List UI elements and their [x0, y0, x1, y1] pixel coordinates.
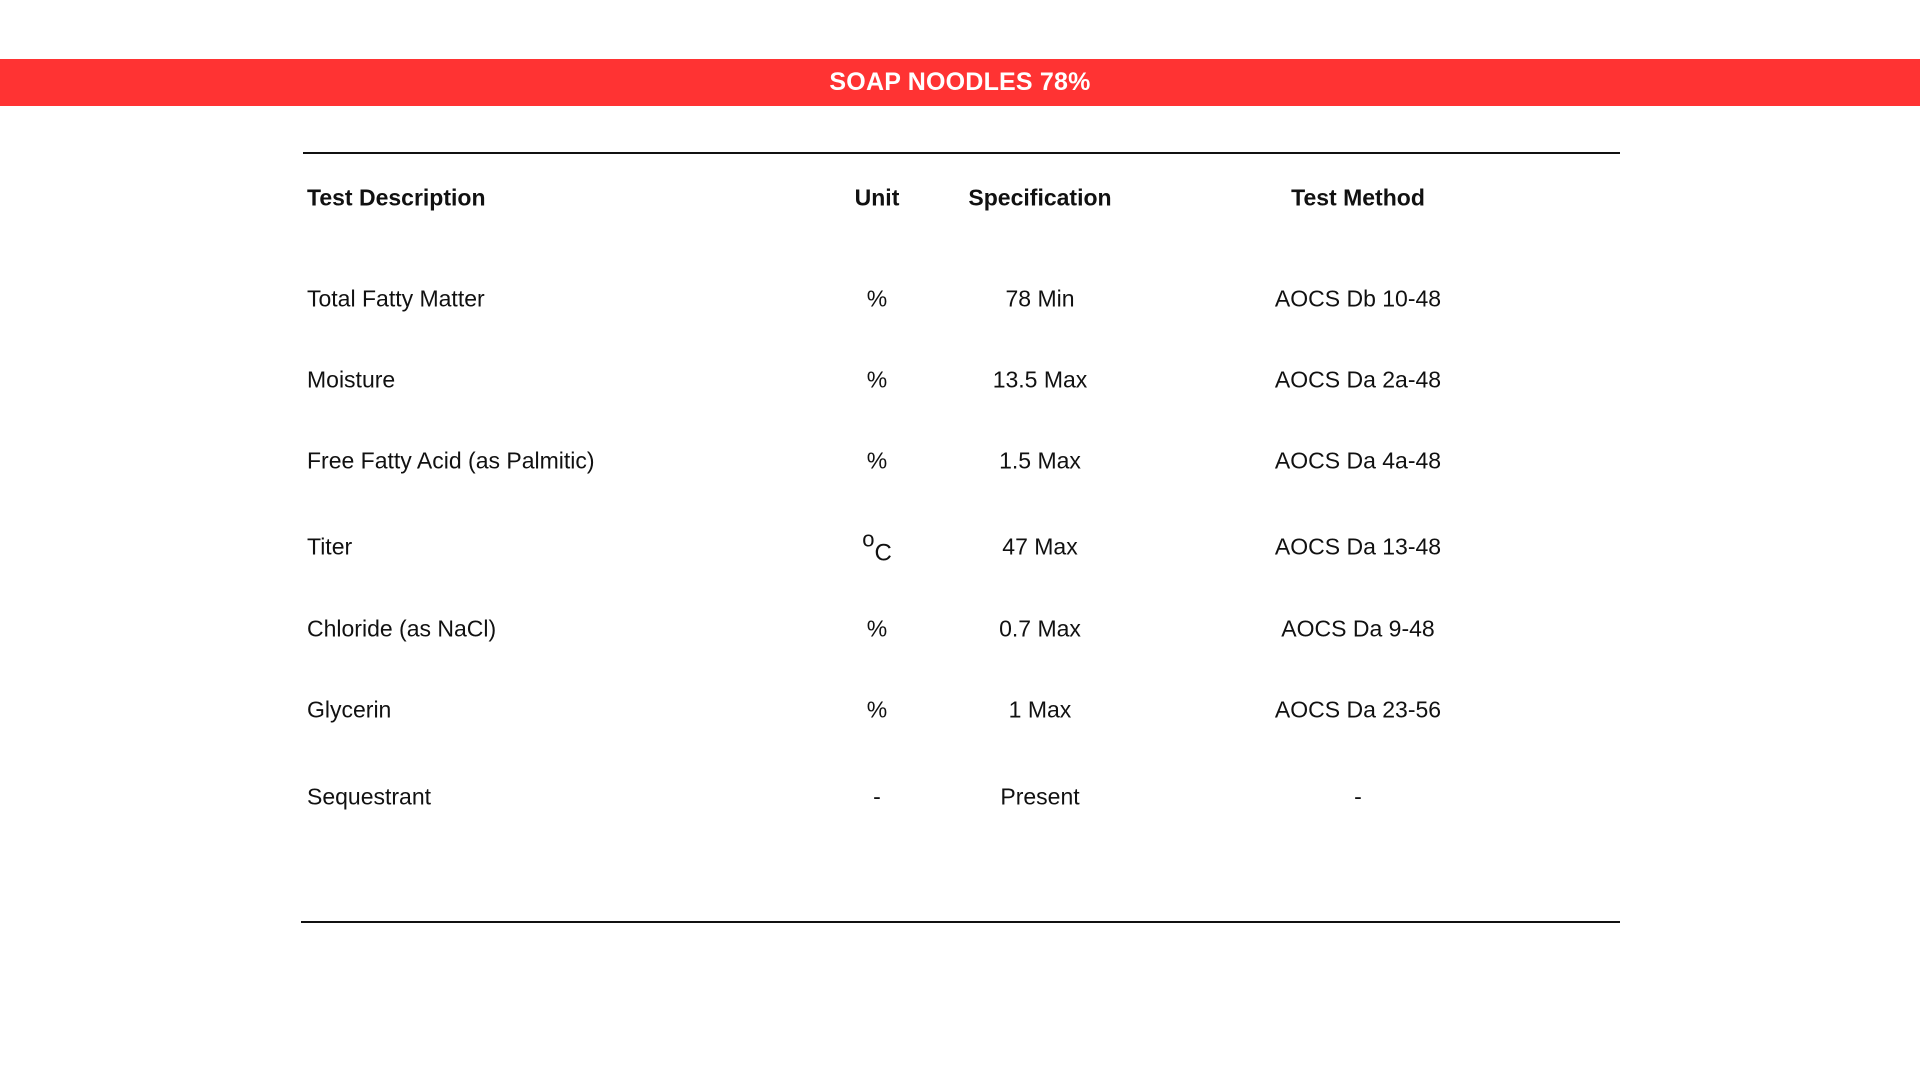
cell-unit: % — [866, 615, 888, 642]
cell-test-method: AOCS Da 23-56 — [1274, 696, 1442, 723]
cell-test-method: AOCS Da 9-48 — [1281, 615, 1435, 642]
cell-test-description: Moisture — [307, 366, 396, 393]
cell-unit: % — [866, 366, 888, 393]
cell-specification: 1.5 Max — [999, 447, 1081, 474]
table-bottom-rule — [301, 921, 1620, 923]
cell-specification: 0.7 Max — [999, 615, 1081, 642]
degree-celsius-unit — [862, 527, 892, 568]
cell-specification: Present — [1000, 783, 1080, 810]
header-test-description: Test Description — [307, 184, 486, 211]
cell-test-method: AOCS Da 4a-48 — [1274, 447, 1442, 474]
header-test-method: Test Method — [1291, 184, 1425, 211]
cell-unit: % — [866, 696, 888, 723]
cell-specification: 47 Max — [1002, 533, 1078, 560]
cell-test-method: AOCS Da 2a-48 — [1274, 366, 1442, 393]
cell-unit: % — [866, 285, 888, 312]
cell-test-method: AOCS Da 13-48 — [1274, 533, 1442, 560]
cell-specification: 13.5 Max — [992, 366, 1088, 393]
cell-test-description: Glycerin — [307, 696, 392, 723]
cell-test-description: Free Fatty Acid (as Palmitic) — [307, 447, 595, 474]
cell-specification: 78 Min — [1005, 285, 1075, 312]
cell-test-description: Titer — [307, 533, 353, 560]
cell-test-description: Chloride (as NaCl) — [307, 615, 497, 642]
title-banner — [0, 59, 1920, 106]
cell-unit: % — [866, 447, 888, 474]
degree-symbol: o — [862, 526, 875, 552]
cell-test-description: Total Fatty Matter — [307, 285, 485, 312]
page-title: SOAP NOODLES 78% — [829, 68, 1091, 96]
cell-unit — [862, 527, 892, 568]
cell-test-method: - — [1354, 783, 1362, 810]
header-specification: Specification — [968, 184, 1112, 211]
cell-specification: 1 Max — [1008, 696, 1072, 723]
cell-unit: - — [873, 783, 881, 810]
celsius-letter: C — [874, 539, 892, 567]
table-top-rule — [303, 152, 1620, 154]
cell-test-method: AOCS Db 10-48 — [1274, 285, 1442, 312]
header-unit: Unit — [854, 184, 900, 211]
cell-test-description: Sequestrant — [307, 783, 432, 810]
